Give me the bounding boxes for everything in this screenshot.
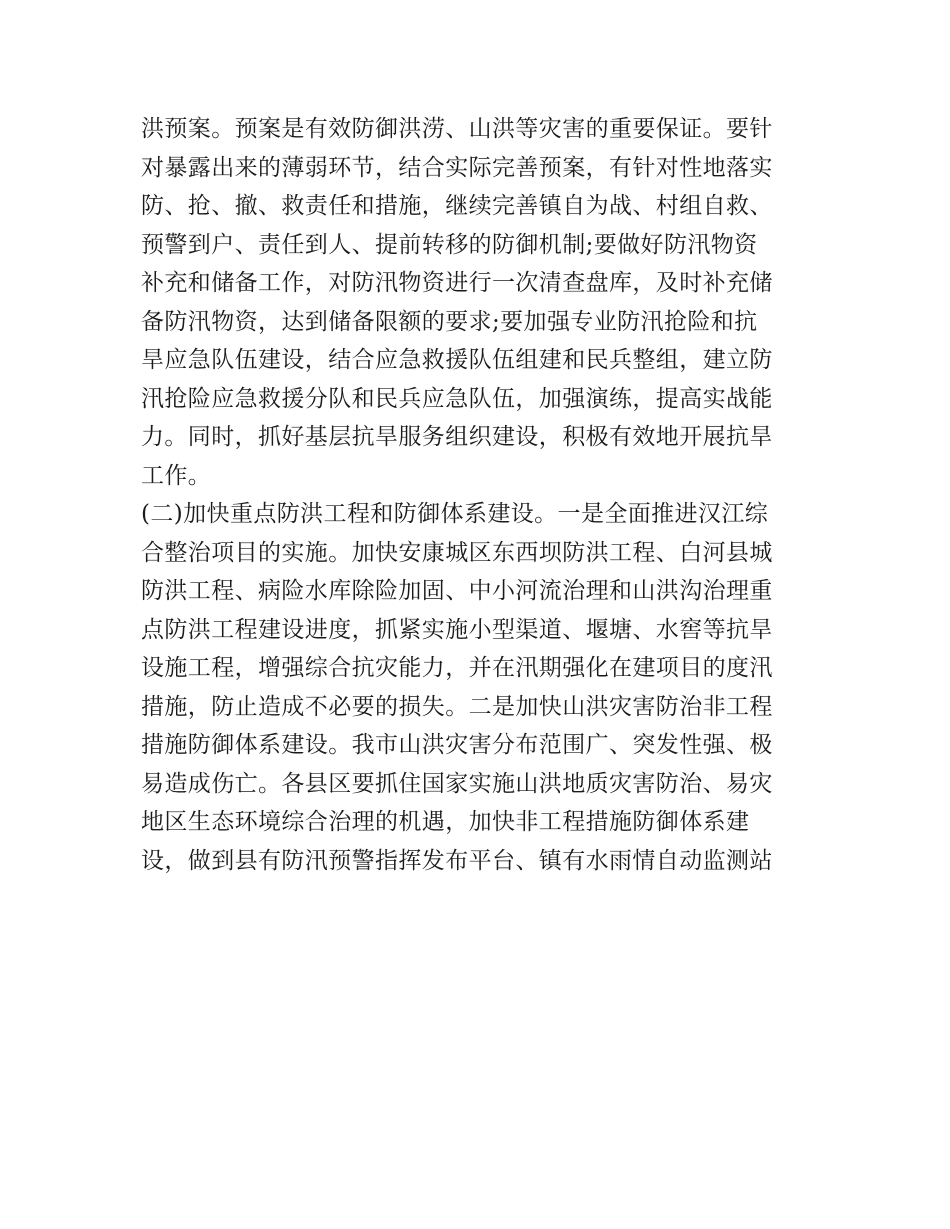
text-line: 设，做到县有防汛预警指挥发布平台、镇有水雨情自动监测站: [141, 847, 773, 874]
text-line: 补充和储备工作，对防汛物资进行一次清查盘库，及时补充储: [141, 270, 773, 296]
text-line: 措施防御体系建设。我市山洪灾害分布范围广、突发性强、极: [141, 732, 773, 758]
text-line: 防、抢、撤、救责任和措施，继续完善镇自为战、村组自救、: [141, 193, 773, 219]
text-line: 对暴露出来的薄弱环节，结合实际完善预案，有针对性地落实: [141, 154, 773, 181]
text-line: 旱应急队伍建设，结合应急救援队伍组建和民兵整组，建立防: [141, 347, 773, 373]
text-line: 工作。: [141, 462, 212, 489]
text-line: 汛抢险应急救援分队和民兵应急队伍，加强演练，提高实战能: [141, 385, 773, 412]
text-line: 防洪工程、病险水库除险加固、中小河流治理和山洪沟治理重: [141, 578, 773, 604]
text-line: 点防洪工程建设进度，抓紧实施小型渠道、堰塘、水窖等抗旱: [141, 616, 773, 643]
text-line: 洪预案。预案是有效防御洪涝、山洪等灾害的重要保证。要针: [141, 116, 773, 142]
text-line: 备防汛物资，达到储备限额的要求;要加强专业防汛抢险和抗: [141, 308, 758, 335]
text-line: 力。同时，抓好基层抗旱服务组织建设，积极有效地开展抗旱: [141, 424, 773, 450]
section-heading-line: (二)加快重点防洪工程和防御体系建设。一是全面推进汉江综: [141, 501, 769, 527]
text-line: 预警到户、责任到人、提前转移的防御机制;要做好防汛物资: [141, 231, 758, 258]
body-text: [141, 110, 821, 880]
text-line: 措施，防止造成不必要的损失。二是加快山洪灾害防治非工程: [141, 693, 773, 720]
text-line: 设施工程，增强综合抗灾能力，并在汛期强化在建项目的度汛: [141, 655, 773, 681]
text-line: 易造成伤亡。各县区要抓住国家实施山洪地质灾害防治、易灾: [141, 770, 773, 797]
text-line: 地区生态环境综合治理的机遇，加快非工程措施防御体系建: [141, 809, 750, 835]
text-line: 合整治项目的实施。加快安康城区东西坝防洪工程、白河县城: [141, 539, 773, 566]
